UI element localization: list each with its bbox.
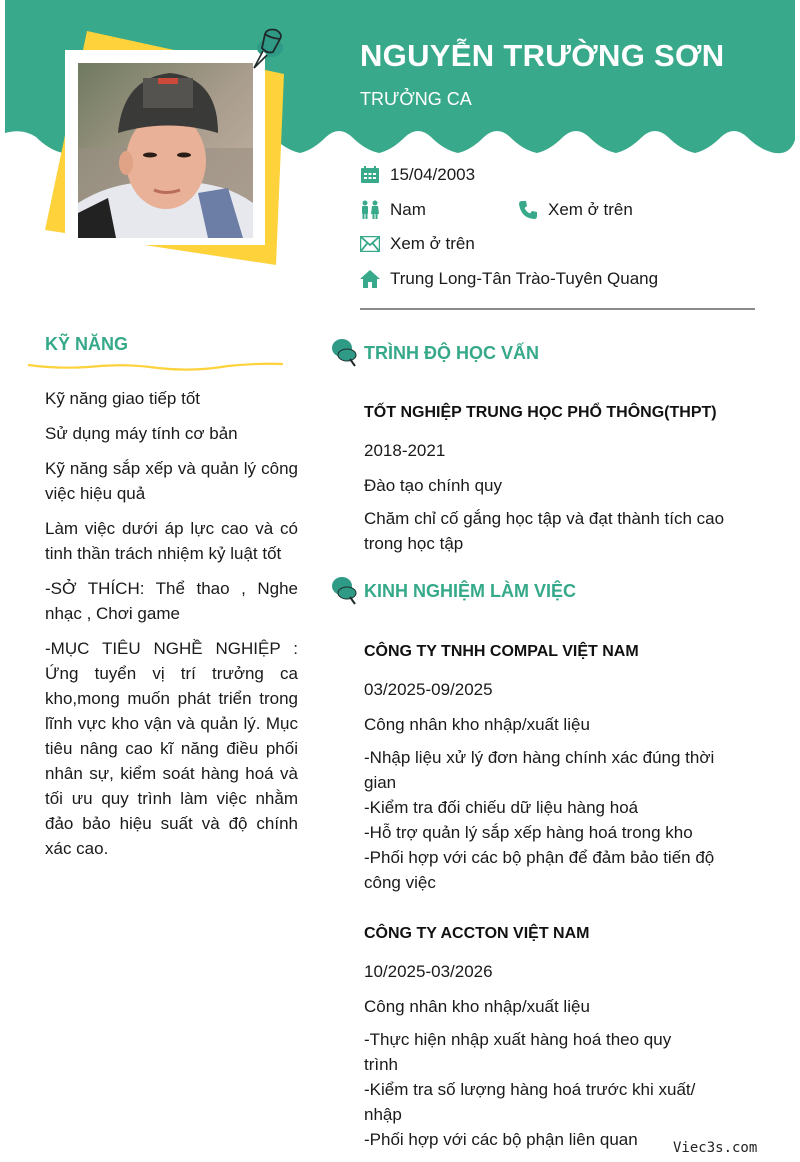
task-item: -Kiểm tra số lượng hàng hoá trước khi xuất/ nhập (364, 1080, 696, 1124)
contact-divider (360, 308, 755, 310)
company-name: CÔNG TY TNHH COMPAL VIỆT NAM (364, 643, 639, 660)
education-title: TRÌNH ĐỘ HỌC VẤN (364, 342, 539, 363)
candidate-name: NGUYỄN TRƯỜNG SƠN (360, 38, 725, 73)
job-period: 03/2025-09/2025 (364, 680, 493, 699)
skills-section (45, 334, 298, 355)
job-title: TRƯỞNG CA (360, 89, 472, 109)
job-period: 10/2025-03/2026 (364, 962, 493, 981)
education-section (330, 338, 750, 368)
photo-frame (65, 50, 265, 245)
address-value: Trung Long-Tân Trào-Tuyên Quang (390, 269, 659, 288)
experience-entry (364, 643, 744, 895)
experience-entry (364, 925, 744, 1152)
job-position: Công nhân kho nhập/xuất liệu (364, 997, 590, 1016)
task-item: -Phối hợp với các bộ phận để đảm bảo tiến độ công việc (364, 848, 715, 892)
experience-section (330, 576, 750, 606)
contact-phone (518, 200, 633, 220)
task-item: -Nhập liệu xử lý đơn hàng chính xác đúng thời gian (364, 748, 715, 792)
task-item: -Hỗ trợ quản lý sắp xếp hàng hoá trong kho (364, 823, 693, 842)
birthday-value: 15/04/2003 (390, 165, 476, 184)
experience-title: KINH NGHIỆM LÀM VIỆC (364, 580, 577, 601)
avatar (78, 63, 253, 238)
job-tasks (364, 745, 724, 895)
skill-item: Sử dụng máy tính cơ bản (45, 424, 238, 443)
school-name: TỐT NGHIỆP TRUNG HỌC PHỔ THÔNG(THPT) (364, 404, 717, 421)
contact-birthday (360, 165, 475, 185)
skills-title: KỸ NĂNG (45, 334, 129, 354)
phone-icon (518, 200, 538, 220)
gender-icon (360, 200, 380, 220)
contact-address (360, 269, 658, 289)
task-item: -Phối hợp với các bộ phận liên quan (364, 1130, 638, 1149)
skill-item: Kỹ năng sắp xếp và quản lý công việc hiệu quả (45, 459, 298, 503)
pushpin-icon (330, 576, 358, 606)
task-item: -Thực hiện nhập xuất hàng hoá theo quy trình (364, 1030, 672, 1074)
job-tasks (364, 1027, 709, 1152)
education-description: Chăm chỉ cố gắng học tập và đạt thành tích cao trong học tập (364, 509, 725, 553)
watermark: Viec3s.com (673, 1140, 758, 1156)
pushpin-icon (330, 338, 358, 368)
job-position: Công nhân kho nhập/xuất liệu (364, 715, 590, 734)
gender-value: Nam (390, 200, 426, 219)
envelope-icon (360, 234, 380, 254)
skills-list (45, 386, 298, 871)
pushpin-icon (250, 26, 290, 72)
task-item: -Kiểm tra đối chiếu dữ liệu hàng hoá (364, 798, 639, 817)
education-type: Đào tạo chính quy (364, 476, 502, 495)
skill-item: Làm việc dưới áp lực cao và có tinh thần trách nhiệm kỷ luật tốt (45, 519, 298, 563)
education-entry (364, 404, 744, 556)
contact-gender (360, 200, 426, 220)
contact-email (360, 234, 475, 254)
calendar-icon (360, 165, 380, 185)
company-name: CÔNG TY ACCTON VIỆT NAM (364, 925, 590, 942)
education-period: 2018-2021 (364, 441, 446, 460)
skill-item: Kỹ năng giao tiếp tốt (45, 389, 201, 408)
phone-value: Xem ở trên (548, 200, 633, 219)
career-objective-item: -MỤC TIÊU NGHỀ NGHIỆP : Ứng tuyển vị trí trưởng ca kho,mong muốn phát triển trong lĩnh vực kho vận và quản lý. Mục tiêu nâng cao kĩ năng điều phối nhân sự, kiểm soát hàng hoá và tối ưu quy trình làm việc nhằm đảo bảo hiệu suất và độ chính xác cao. (45, 639, 298, 858)
hobbies-item: -SỞ THÍCH: Thể thao , Nghe nhạc , Chơi game (45, 579, 298, 623)
home-icon (360, 269, 380, 289)
squiggle-underline (28, 360, 283, 374)
email-value: Xem ở trên (390, 234, 475, 253)
